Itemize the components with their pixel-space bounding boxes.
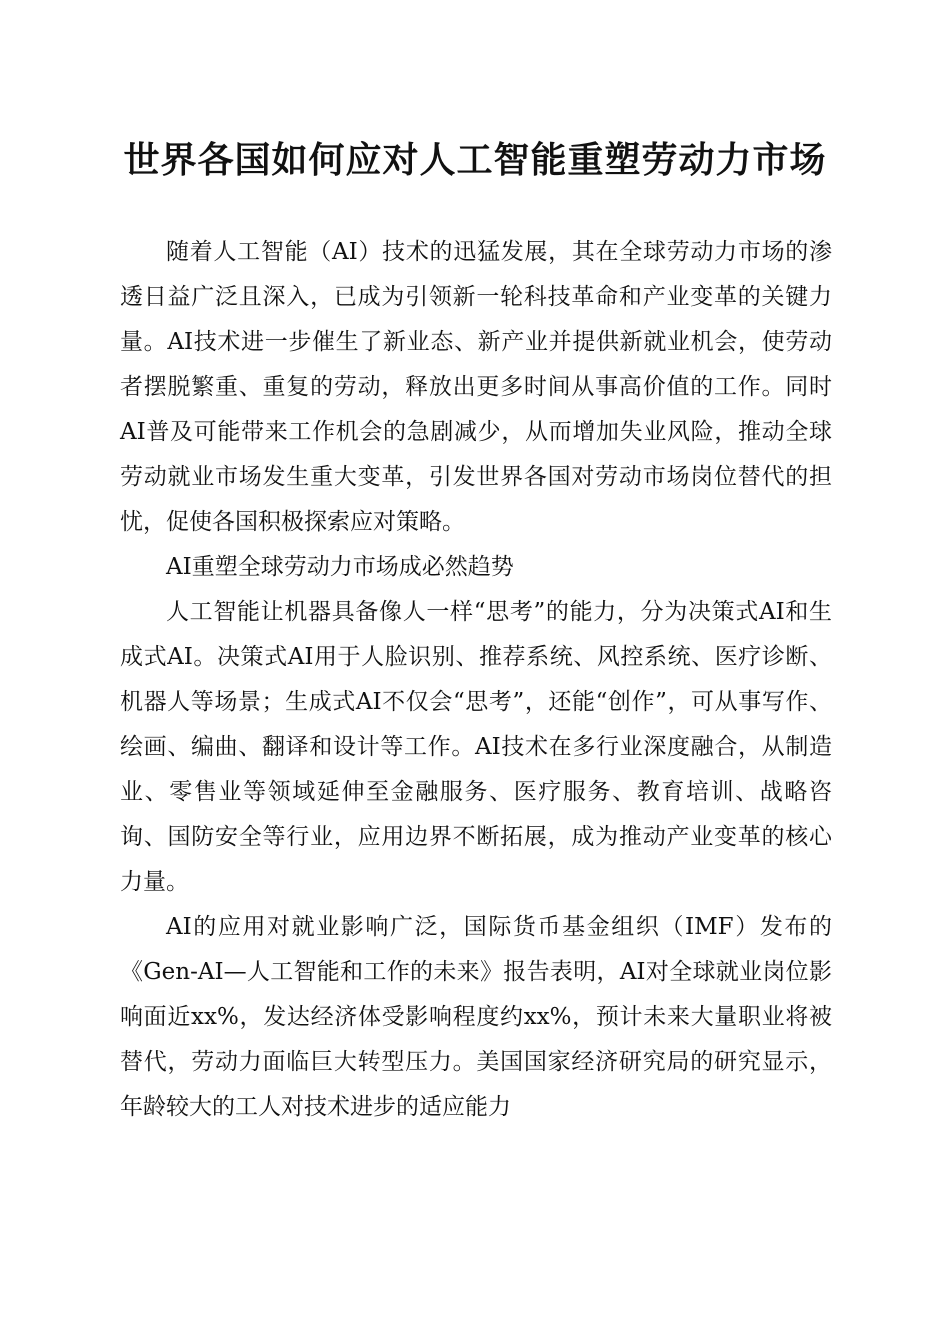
paragraph-intro: 随着人工智能（AI）技术的迅猛发展，其在全球劳动力市场的渗透日益广泛且深入，已成为引领新一轮科技革命和产业变革的关键力量。AI技术进一步催生了新业态、新产业并提供新就业机会，使劳动者摆脱繁重、重复的劳动，释放出更多时间从事高价值的工作。同时AI普及可能带来工作机会的急剧减少，从而增加失业风险，推动全球劳动就业市场发生重大变革，引发世界各国对劳动市场岗位替代的担忧，促使各国积极探索应对策略。 bbox=[120, 239, 832, 535]
section-heading: AI重塑全球劳动力市场成必然趋势 bbox=[166, 554, 514, 580]
document-title: 世界各国如何应对人工智能重塑劳动力市场 bbox=[123, 139, 827, 181]
paragraph-ai-types: 人工智能让机器具备像人一样“思考”的能力，分为决策式AI和生成式AI。决策式AI用于人脸识别、推荐系统、风控系统、医疗诊断、机器人等场景；生成式AI不仅会“思考”，还能“创作”，可从事写作、绘画、编曲、翻译和设计等工作。AI技术在多行业深度融合，从制造业、零售业等领域延伸至金融服务、医疗服务、教育培训、战略咨询、国防安全等行业，应用边界不断拓展，成为推动产业变革的核心力量。 bbox=[120, 599, 832, 895]
document-body bbox=[120, 230, 832, 1130]
paragraph-employment-impact: AI的应用对就业影响广泛，国际货币基金组织（IMF）发布的《Gen-AI—人工智能和工作的未来》报告表明，AI对全球就业岗位影响面近xx%，发达经济体受影响程度约xx%，预计未来大量职业将被替代，劳动力面临巨大转型压力。美国国家经济研究局的研究显示，年龄较大的工人对技术进步的适应能力 bbox=[120, 914, 832, 1120]
